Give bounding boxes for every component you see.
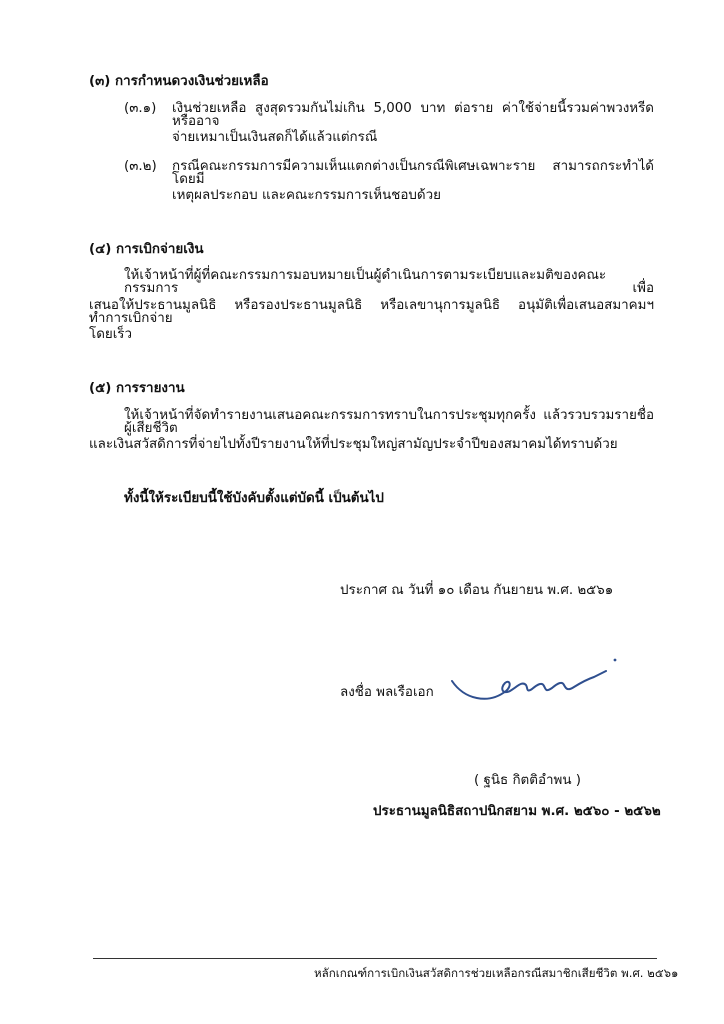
signature-label: ลงชื่อ พลเรือเอก [340,685,434,700]
signatory-title: ประธานมูลนิธิสถาปนิกสยาม พ.ศ. ๒๕๖๐ - ๒๕๖๒ [373,804,661,819]
item-3-2-line-1: กรณีคณะกรรมการมีความเห็นแตกต่างเป็นกรณีพิเศษเฉพาะราย สามารถกระทำได้โดยมี [172,159,654,188]
announcement-date: ประกาศ ณ วันที่ ๑๐ เดือน กันยายน พ.ศ. ๒๕๖๑ [340,583,614,598]
signatory-name: ( ฐนิธ กิตติอำพน ) [474,773,581,788]
item-3-1-line-2: จ่ายเหมาเป็นเงินสดก็ได้แล้วแต่กรณี [172,130,378,145]
section-5-line-2: และเงินสวัสดิการที่จ่ายไปทั้งปีรายงานให้ที่ประชุมใหญ่สามัญประจำปีของสมาคมได้ทราบด้วย [89,437,618,452]
footer-text: หลักเกณฑ์การเบิกเงินสวัสดิการช่วยเหลือกรณีสมาชิกเสียชีวิต พ.ศ. ๒๕๖๑ [314,966,679,980]
item-3-1-line-1: เงินช่วยเหลือ สูงสุดรวมกันไม่เกิน 5,000 บาท ต่อราย ค่าใช้จ่ายนี้รวมค่าพวงหรีด หรืออาจ [172,101,654,130]
section-3-heading: (๓) การกำหนดวงเงินช่วยเหลือ [89,74,269,89]
handwritten-signature [448,655,624,705]
section-5-heading: (๕) การรายงาน [89,381,185,396]
effective-statement: ทั้งนี้ให้ระเบียบนี้ใช้บังคับตั้งแต่บัดนี้ เป็นต้นไป [124,491,384,506]
section-5-line-1: ให้เจ้าหน้าที่จัดทำรายงานเสนอคณะกรรมการทราบในการประชุมทุกครั้ง แล้วรวบรวมรายชื่อผู้เสียชีวิต [124,408,654,437]
item-3-2-line-2: เหตุผลประกอบ และคณะกรรมการเห็นชอบด้วย [172,188,441,203]
item-3-1-number: (๓.๑) [124,101,157,116]
section-4-line-3: โดยเร็ว [89,327,133,342]
section-4-line-1: ให้เจ้าหน้าที่ผู้ที่คณะกรรมการมอบหมายเป็นผู้ดำเนินการตามระเบียบและมติของคณะกรรมการ เพื่อ [124,268,654,297]
section-4-heading: (๔) การเบิกจ่ายเงิน [89,242,204,257]
item-3-2-number: (๓.๒) [124,159,157,174]
footer-divider [93,958,657,959]
section-4-line-2: เสนอให้ประธานมูลนิธิ หรือรองประธานมูลนิธิ หรือเลขานุการมูลนิธิ อนุมัติเพื่อเสนอสมาคมฯ ทำการเบิกจ่าย [89,298,654,327]
